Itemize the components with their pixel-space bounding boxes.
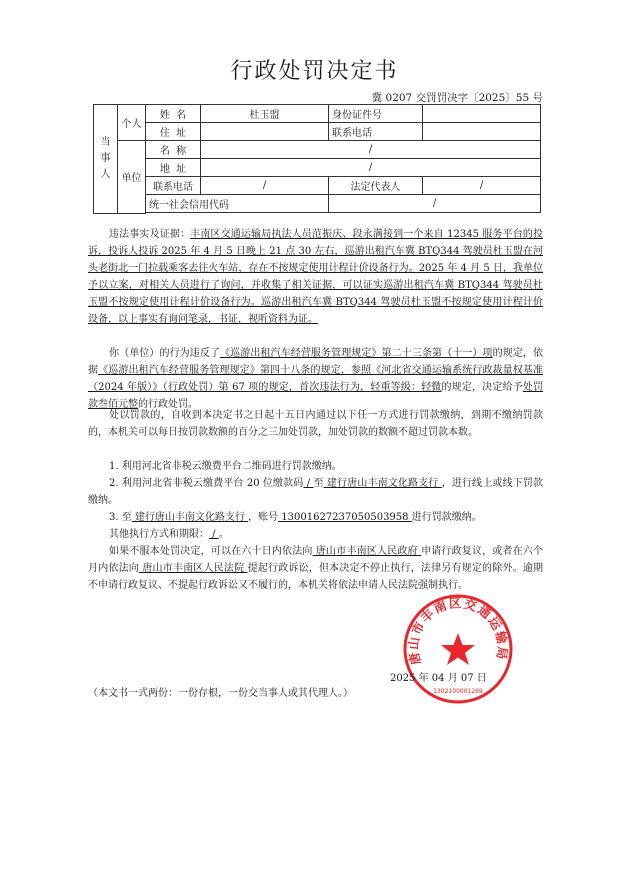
phone-value bbox=[423, 123, 541, 141]
basis-law: 《巡游出租汽车经营服务管理规定》第四十八条的规定，参照《河北省交通运输系统行政裁量权基准（2024 年版）》（行政处罚）第 67 项的规定，首次违法行为，轻重等级：轻微 bbox=[88, 365, 544, 393]
seal-star-icon bbox=[441, 633, 475, 665]
party-info-table bbox=[93, 104, 541, 214]
unit-name-value: / bbox=[201, 141, 541, 159]
credit-code-value: / bbox=[329, 195, 541, 213]
address-label: 住 址 bbox=[146, 123, 201, 141]
court-name: 唐山市丰南区人民法院 bbox=[138, 563, 248, 574]
name-label: 姓 名 bbox=[146, 105, 201, 123]
facts-section bbox=[88, 226, 543, 328]
violation-text-2: 的规定，依据 bbox=[88, 348, 544, 376]
unit-phone-value: / bbox=[201, 177, 329, 195]
violation-text-4: 的行政处罚。 bbox=[138, 399, 198, 410]
payment-bank: 建行唐山丰南文化路支行 bbox=[323, 478, 442, 489]
legal-rep-label: 法定代表人 bbox=[329, 177, 423, 195]
phone-label: 联系电话 bbox=[329, 123, 423, 141]
address-value bbox=[201, 123, 329, 141]
decision-date: 2025 年 04 月 07 日 bbox=[390, 673, 487, 684]
id-label: 身份证件号 bbox=[329, 105, 423, 123]
legal-rep-value: / bbox=[423, 177, 541, 195]
violation-text-3: 的规定，决定给予 bbox=[441, 382, 523, 393]
other-execution: 其他执行方式和期限： / 。 bbox=[109, 529, 229, 540]
payment-intro: 处以罚款的，自收到本决定书之日起十五日内通过以下任一方式进行罚款缴纳，到期不缴纳罚款的，本机关可以每日按罚款数额的百分之三加处罚款，加处罚款的数额不超过罚款本数。 bbox=[88, 410, 543, 438]
unit-address-label: 地 址 bbox=[146, 159, 201, 177]
document-title: 行政处罚决定书 bbox=[230, 59, 399, 84]
person-label: 个人 bbox=[118, 105, 146, 141]
unit-address-value: / bbox=[201, 159, 541, 177]
footer-note: （本文书一式两份：一份存根，一份交当事人或其代理人。） bbox=[88, 688, 353, 699]
unit-name-label: 名 称 bbox=[146, 141, 201, 159]
credit-code-label: 统一社会信用代码 bbox=[146, 195, 329, 213]
payment-code: / bbox=[303, 478, 314, 489]
payment-item-1: 1. 利用河北省非税云缴费平台二维码进行罚款缴纳。 bbox=[109, 461, 342, 472]
violation-section bbox=[88, 345, 543, 413]
facts-text: 丰南区交通运输局执法人员范振庆、段永满接到一个来自 12345 服务平台的投诉，投诉人投诉 2025 年 4 月 5 日晚上 21 点 30 左右，巡游出租汽车冀 BTQ344 驾驶员杜玉盟在河头老街北一门拉载乘客去往火车站，存在不按规定使用计程计价设备行为。2025 年 4 月 5 日，我单位予以立案，对相关人员进行了询问，并收集了相关证据，可以证实巡游出租汽车冀 BTQ344 驾驶员杜玉盟不按规定使用计程计价设备行为。巡游出租汽车冀 BTQ344 驾驶员杜玉盟不按规定使用计程计价设备，以上事实有询问笔录，书证，视听资料为证。 bbox=[88, 229, 544, 325]
review-authority: 唐山市丰南区人民政府 bbox=[312, 546, 422, 557]
document-number: 冀 0207 交罚罚决字〔2025〕55 号 bbox=[371, 92, 543, 104]
unit-phone-label: 联系电话 bbox=[146, 177, 201, 195]
unit-label: 单位 bbox=[118, 141, 146, 214]
party-label: 当事人 bbox=[94, 105, 118, 214]
violated-law: 《巡游出租汽车经营服务管理规定》第二十三条第（十一）项 bbox=[220, 348, 493, 359]
official-seal bbox=[402, 593, 514, 705]
account-bank: 建行唐山丰南文化路支行 bbox=[131, 512, 249, 523]
facts-prefix: 违法事实及证据： bbox=[109, 229, 191, 240]
bank-account-number: 13001627237050503958 bbox=[278, 512, 412, 523]
seal-number: 1302100001269 bbox=[433, 688, 483, 695]
appeal-section: 如果不服本处罚决定，可以在六十日内依法向 唐山市丰南区人民政府 申请行政复议，或者在六个月内依法向 唐山市丰南区人民法院 提起行政诉讼，但本决定不停止执行，法律另有规定的除外。逾期不申请行政复议、不提起行政诉讼又不履行的，本机关将依法申请人民法院强制执行。 bbox=[88, 546, 544, 591]
penalty-amount: 处罚款叁佰元整 bbox=[88, 382, 543, 410]
violation-text-1: 你（单位）的行为违反了 bbox=[109, 348, 221, 359]
name-value: 杜玉盟 bbox=[201, 105, 329, 123]
id-value bbox=[423, 105, 541, 123]
seal-text: 唐山市丰南区交通运输局 bbox=[405, 595, 511, 667]
payment-item-2: 2. 利用河北省非税云缴费平台 20 位缴款码 / 至 建行唐山丰南文化路支行 ，进行线上或线下罚款缴纳。 bbox=[88, 478, 544, 506]
payment-item-3: 3. 至 建行唐山丰南文化路支行 ，账号 13001627237050503958 进行罚款缴纳。 bbox=[109, 512, 482, 523]
